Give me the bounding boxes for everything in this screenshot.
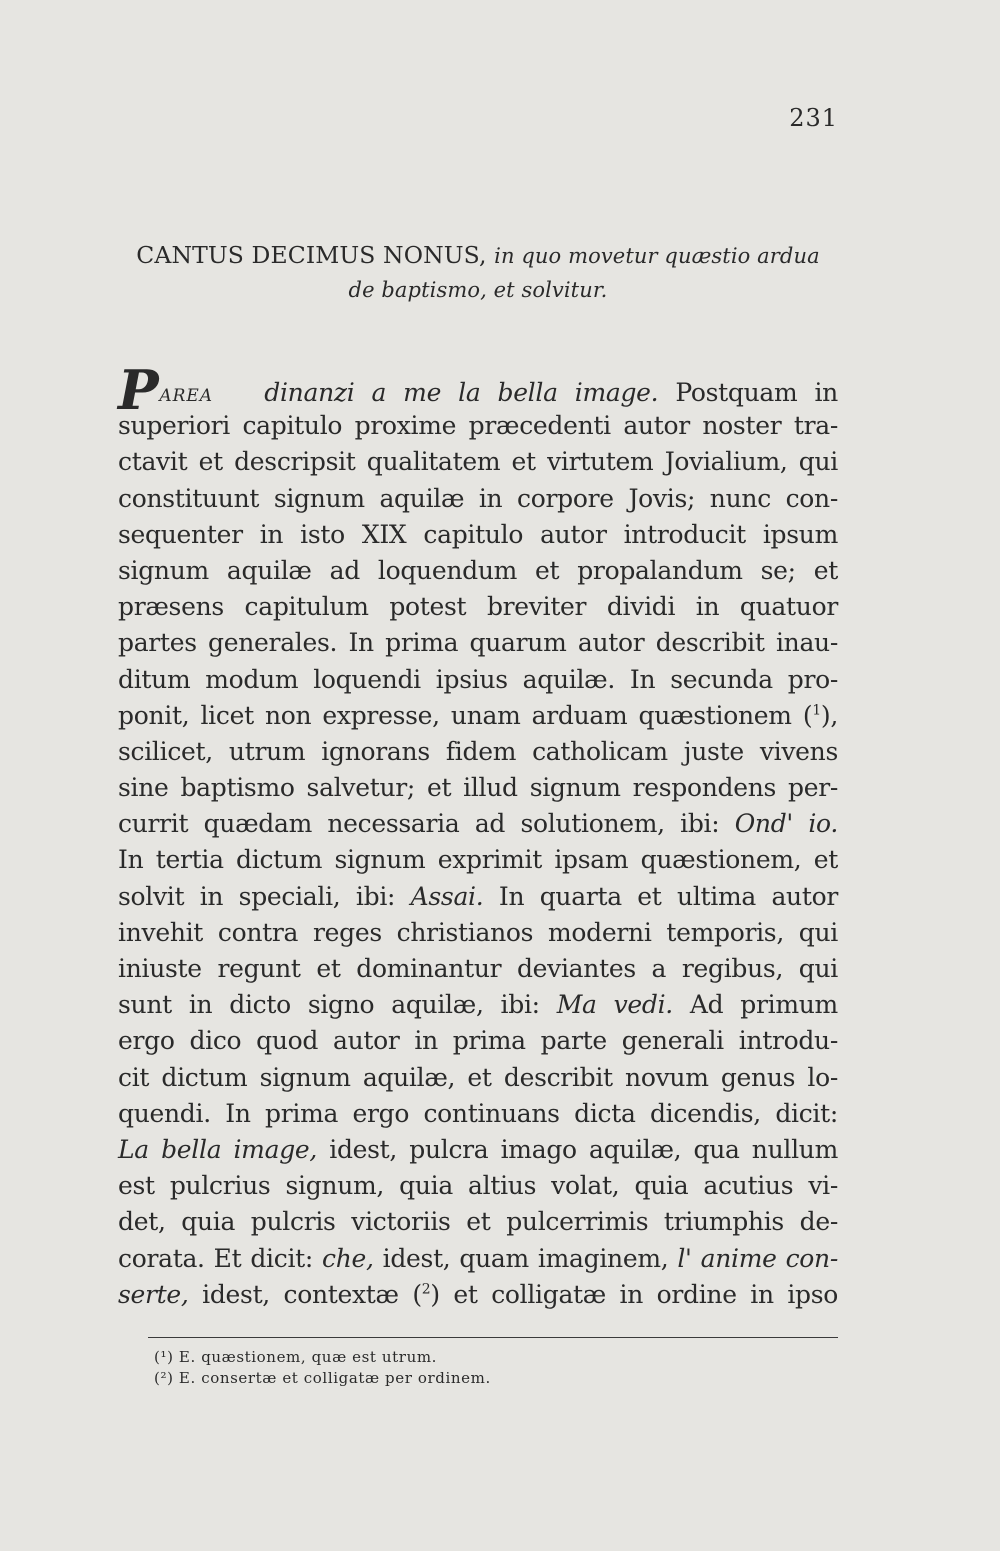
chapter-heading: [118, 238, 838, 307]
cross-ref-assai: Assai.: [410, 881, 484, 911]
commentary-text: [118, 358, 838, 1313]
text-line: det, quia pulcris victoriis et pulcerrimis triumphis de-: [118, 1207, 838, 1237]
text-line: serte, idest, contextæ ($^2$) et colligatæ in ordine in ipso: [118, 1279, 838, 1309]
text-line: sequenter in isto XIX capitulo autor introducit ipsum: [118, 519, 838, 549]
text-line: PAREA dinanzi a me la bella image. Postquam in: [118, 358, 838, 422]
text-line: constituunt signum aquilæ in corpore Jovis; nunc con-: [118, 483, 838, 513]
footnote-rule: [148, 1337, 838, 1338]
quote-che: che,: [322, 1243, 374, 1273]
first-word: AREA: [159, 386, 214, 406]
footnote-ref-2: 2: [421, 1281, 431, 1298]
incipit-quote: dinanzi a me la bella image.: [264, 378, 659, 407]
heading-title: CANTUS DECIMUS NONUS,: [136, 241, 487, 269]
text-line: est pulcrius signum, quia altius volat, quia acutius vi-: [118, 1171, 838, 1201]
text-line: ditum modum loquendi ipsius aquilæ. In secunda pro-: [118, 664, 838, 694]
text-line: solvit in speciali, ibi: Assai. In quarta et ultima autor: [118, 881, 838, 911]
footnote-2: (²) E. consertæ et colligatæ per ordinem.: [154, 1369, 491, 1387]
text-line: currit quædam necessaria ad solutionem, ibi: Ond' io.: [118, 809, 838, 839]
quote-la-bella: La bella image,: [118, 1134, 318, 1164]
quote-serte: serte,: [118, 1279, 189, 1309]
text-line: signum aquilæ ad loquendum et propalandum se; et: [118, 555, 838, 585]
text-line: ctavit et descripsit qualitatem et virtutem Jovialium, qui: [118, 447, 838, 477]
text-line: partes generales. In prima quarum autor describit inau-: [118, 628, 838, 658]
text-line: quendi. In prima ergo continuans dicta dicendis, dicit:: [118, 1098, 838, 1128]
text-line: superiori capitulo proxime præcedenti autor noster tra-: [118, 411, 838, 441]
page-number: 231: [789, 104, 838, 132]
text-line: sunt in dicto signo aquilæ, ibi: Ma vedi. Ad primum: [118, 990, 838, 1020]
heading-line-1: [118, 238, 838, 273]
text-line: scilicet, utrum ignorans fidem catholicam juste vivens: [118, 736, 838, 766]
text-line: ponit, licet non expresse, unam arduam quæstionem ($^1$),: [118, 700, 838, 730]
text-line: invehit contra reges christianos moderni temporis, qui: [118, 917, 838, 947]
quote-lanime: l' anime con-: [677, 1243, 838, 1273]
text-line: ergo dico quod autor in prima parte generali introdu-: [118, 1026, 838, 1056]
text-line: corata. Et dicit: che, idest, quam imaginem, l' anime con-: [118, 1243, 838, 1273]
cross-ref-ondio: Ond' io.: [734, 809, 838, 839]
cross-ref-mavedi: Ma vedi.: [556, 990, 673, 1020]
heading-subtitle-1: in quo movetur quæstio ardua: [494, 244, 820, 268]
text-line: sine baptismo salvetur; et illud signum respondens per-: [118, 773, 838, 803]
footnote-ref-1: 1: [812, 702, 821, 719]
footnote-1: (¹) E. quæstionem, quæ est utrum.: [154, 1348, 438, 1366]
text-line: iniuste regunt et dominantur deviantes a regibus, qui: [118, 954, 838, 983]
heading-subtitle-2: de baptismo, et solvitur.: [348, 278, 608, 302]
text-line: cit dictum signum aquilæ, et describit novum genus lo-: [118, 1062, 838, 1092]
text-line: La bella image, idest, pulcra imago aquilæ, qua nullum: [118, 1134, 838, 1164]
text-line: In tertia dictum signum exprimit ipsam quæstionem, et: [118, 845, 838, 875]
footnotes: [154, 1347, 834, 1389]
text-line: præsens capitulum potest breviter dividi in quatuor: [118, 592, 838, 622]
drop-cap: P: [118, 358, 159, 422]
